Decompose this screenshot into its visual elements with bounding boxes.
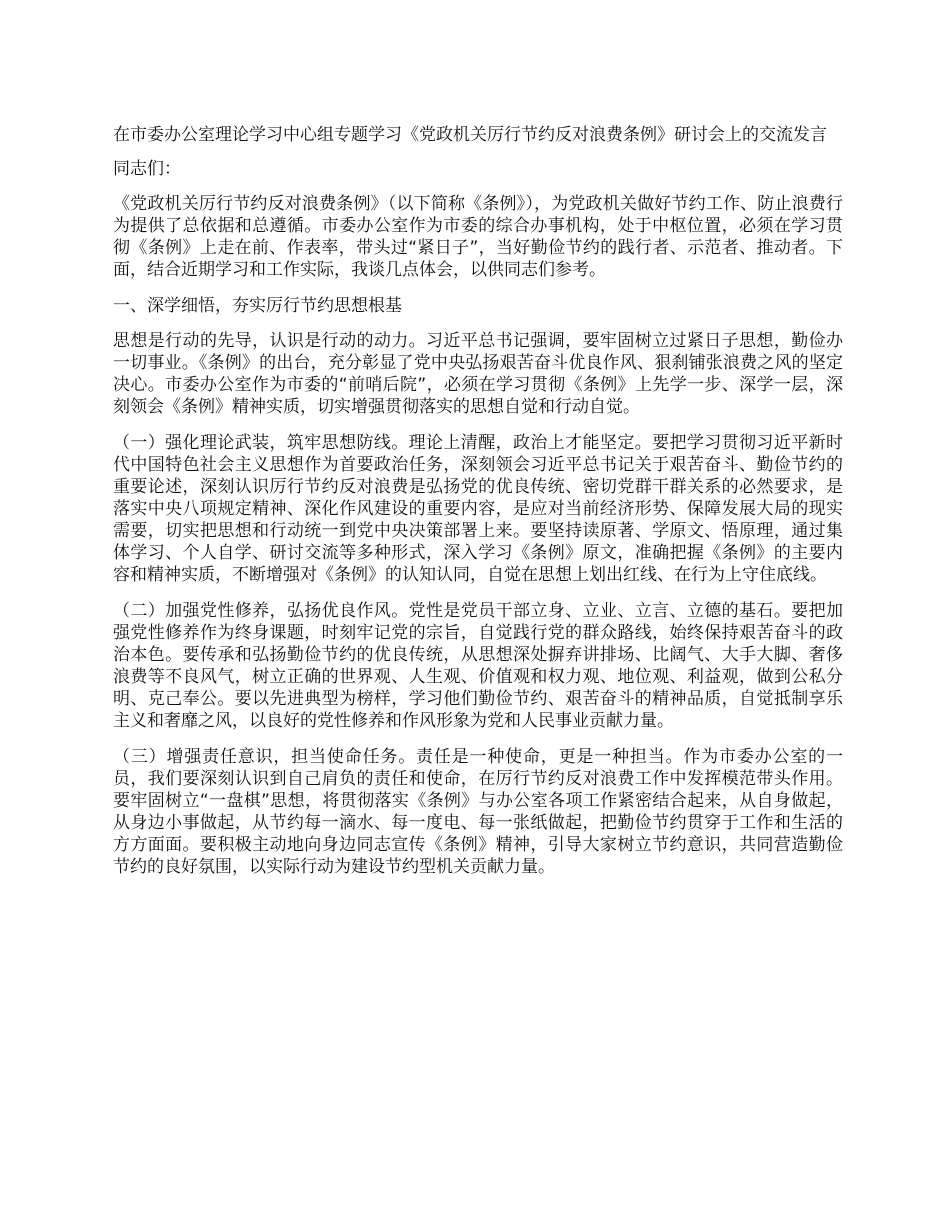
section-heading: 一、深学细悟，夯实厉行节约思想根基 xyxy=(113,296,402,316)
section-paragraph: 思想是行动的先导，认识是行动的动力。习近平总书记强调，要牢固树立过紧日子思想，勤俭办一切事业。《条例》的出台，充分彰显了党中央弘扬艰苦奋斗优良作风、狠刹铺张浪费之风的坚定决心。市委办公室作为市委的“前哨后院”，必须在学习贯彻《条例》上先学一步、深学一层，深刻领会《条例》精神实质，切实增强贯彻落实的思想自觉和行动自觉。 xyxy=(113,331,843,417)
point-paragraph-1: （一）强化理论武装，筑牢思想防线。理论上清醒，政治上才能坚定。要把学习贯彻习近平新时代中国特色社会主义思想作为首要政治任务，深刻领会习近平总书记关于艰苦奋斗、勤俭节约的重要论述，深刻认识厉行节约反对浪费是弘扬党的优良传统、密切党群干群关系的必然要求，是落实中央八项规定精神、深化作风建设的重要内容，是应对当前经济形势、保障发展大局的现实需要，切实把思想和行动统一到党中央决策部署上来。要坚持读原著、学原文、悟原理，通过集体学习、个人自学、研讨交流等多种形式，深入学习《条例》原文，准确把握《条例》的主要内容和精神实质，不断增强对《条例》的认知认同，自觉在思想上划出红线、在行为上守住底线。 xyxy=(113,433,843,585)
document-title: 在市委办公室理论学习中心组专题学习《党政机关厉行节约反对浪费条例》研讨会上的交流发言 xyxy=(113,125,827,145)
point-paragraph-3: （三）增强责任意识，担当使命任务。责任是一种使命，更是一种担当。作为市委办公室的一员，我们要深刻认识到自己肩负的责任和使命，在厉行节约反对浪费工作中发挥模范带头作用。要牢固树立“一盘棋”思想，将贯彻落实《条例》与办公室各项工作紧密结合起来，从自身做起，从身边小事做起，从节约每一滴水、每一度电、每一张纸做起，把勤俭节约贯穿于工作和生活的方方面面。要积极主动地向身边同志宣传《条例》精神，引导大家树立节约意识，共同营造勤俭节约的良好氛围，以实际行动为建设节约型机关贡献力量。 xyxy=(113,747,843,877)
intro-paragraph: 《党政机关厉行节约反对浪费条例》（以下简称《条例》），为党政机关做好节约工作、防止浪费行为提供了总依据和总遵循。市委办公室作为市委的综合办事机构，处于中枢位置，必须在学习贯彻《条例》上走在前、作表率，带头过“紧日子”，当好勤俭节约的践行者、示范者、推动者。下面，结合近期学习和工作实际，我谈几点体会，以供同志们参考。 xyxy=(113,194,843,280)
point-paragraph-2: （二）加强党性修养，弘扬优良作风。党性是党员干部立身、立业、立言、立德的基石。要把加强党性修养作为终身课题，时刻牢记党的宗旨，自觉践行党的群众路线，始终保持艰苦奋斗的政治本色。要传承和弘扬勤俭节约的优良传统，从思想深处摒弃讲排场、比阔气、大手大脚、奢侈浪费等不良风气，树立正确的世界观、人生观、价值观和权力观、地位观、利益观，做到公私分明、克己奉公。要以先进典型为榜样，学习他们勤俭节约、艰苦奋斗的精神品质，自觉抵制享乐主义和奢靡之风，以良好的党性修养和作风形象为党和人民事业贡献力量。 xyxy=(113,601,843,731)
document-page xyxy=(113,124,843,892)
greeting: 同志们： xyxy=(113,159,181,179)
